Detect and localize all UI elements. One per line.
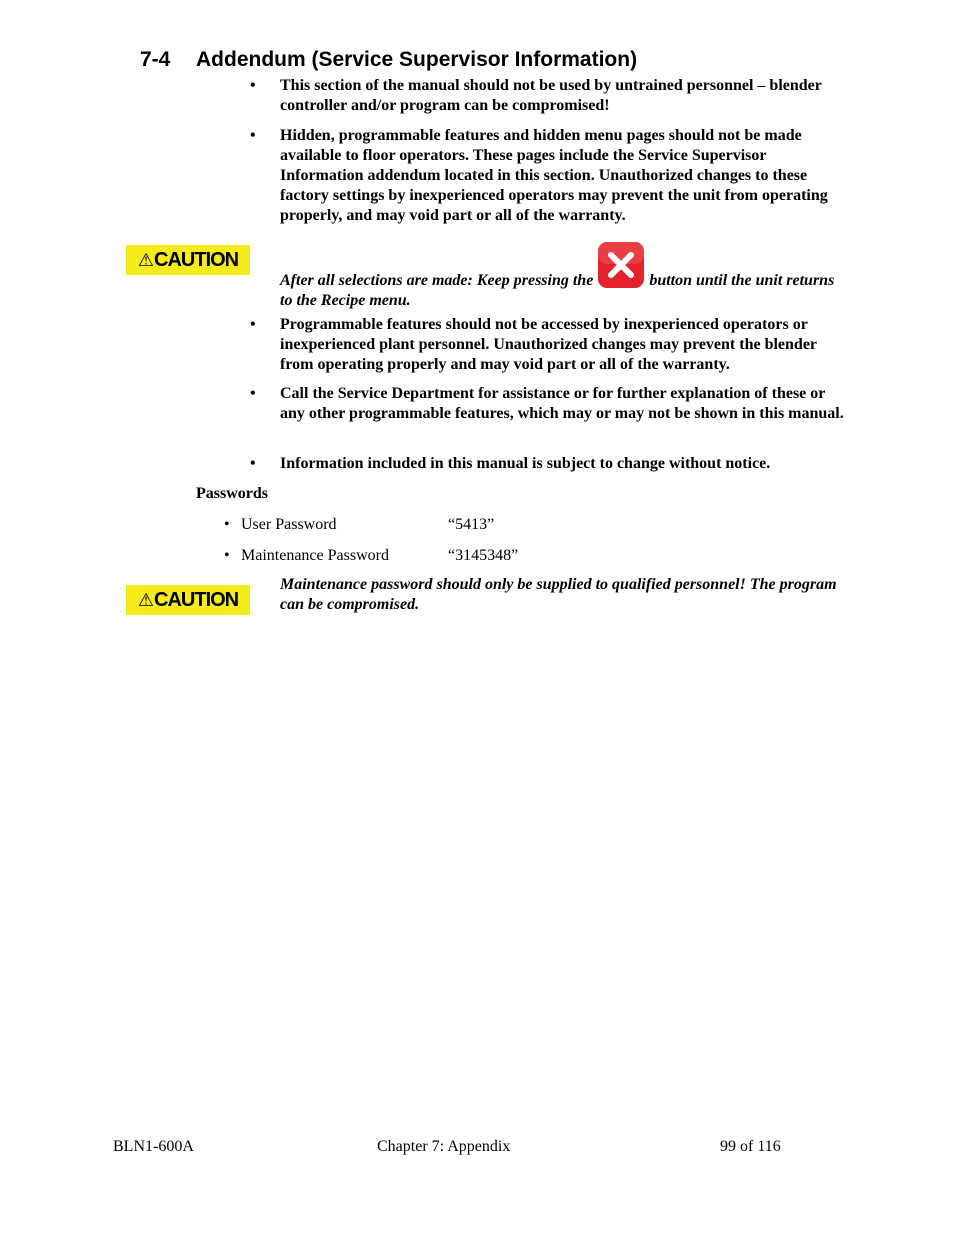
bullet-text: Hidden, programmable features and hidden menu pages should not be made available to floor operators. These pages include the Service Supervisor Information addendum located in this section. Unauthorized changes to these factory settings by inexperienced operators may prevent the unit from operating properly, and may void part or all of the warranty.: [280, 127, 828, 224]
caution-note-text-after: button until the unit returns to the Recipe menu.: [280, 272, 835, 309]
caution-label: CAUTION: [154, 589, 239, 611]
footer-doc-id: BLN1-600A: [113, 1138, 194, 1155]
caution-label: CAUTION: [154, 249, 239, 271]
password-label: User Password: [241, 516, 337, 533]
bullet-text: This section of the manual should not be used by untrained personnel – blender controller and/or program can be compromised!: [280, 77, 822, 114]
warning-triangle-icon: ⚠: [137, 590, 154, 610]
caution-note-text-before: After all selections are made: Keep pressing the: [280, 272, 594, 289]
close-x-button-icon: [597, 241, 645, 289]
caution-badge: [126, 245, 250, 275]
section-title: Addendum (Service Supervisor Information): [196, 48, 638, 71]
warning-triangle-icon: ⚠: [137, 250, 154, 270]
footer-chapter: Chapter 7: Appendix: [377, 1138, 511, 1155]
password-row-user: • User Password “5413”: [224, 516, 495, 533]
password-value: “5413”: [448, 516, 495, 533]
bullet-item: • Call the Service Department for assistance or for further explanation of these or any other programmable features, which may or may not be shown in this manual.: [250, 384, 850, 424]
password-label: Maintenance Password: [241, 547, 389, 564]
bullet-text: Programmable features should not be accessed by inexperienced operators or inexperienced plant personnel. Unauthorized changes may prevent the blender from operating properly and may void part or all of the warranty.: [280, 316, 817, 373]
section-number: 7-4: [140, 48, 171, 71]
bullet-item: • This section of the manual should not be used by untrained personnel – blender controller and/or program can be compromised!: [250, 76, 850, 116]
bullet-text: Call the Service Department for assistance or for further explanation of these or any other programmable features, which may or may not be shown in this manual.: [280, 385, 844, 422]
bullet-item: • Programmable features should not be accessed by inexperienced operators or inexperienced plant personnel. Unauthorized changes may prevent the blender from operating properly and may void part or all of the warranty.: [250, 315, 850, 375]
caution-note-maintenance: Maintenance password should only be supplied to qualified personnel! The program can be compromised.: [280, 576, 837, 613]
bullet-text: Information included in this manual is subject to change without notice.: [280, 455, 771, 472]
section-heading: [140, 48, 637, 72]
caution-badge: [126, 585, 250, 615]
passwords-heading: Passwords: [196, 485, 269, 502]
caution-note: [280, 265, 850, 311]
footer-page-number: 99 of 116: [720, 1138, 781, 1155]
password-value: “3145348”: [448, 547, 519, 564]
bullet-item: • Information included in this manual is subject to change without notice.: [250, 454, 850, 474]
password-row-maintenance: • Maintenance Password “3145348”: [224, 547, 519, 564]
bullet-item: • Hidden, programmable features and hidden menu pages should not be made available to floor operators. These pages include the Service Supervisor Information addendum located in this section. Unauthorized changes to these factory settings by inexperienced operators may prevent the unit from operating properly, and may void part or all of the warranty.: [250, 126, 850, 226]
